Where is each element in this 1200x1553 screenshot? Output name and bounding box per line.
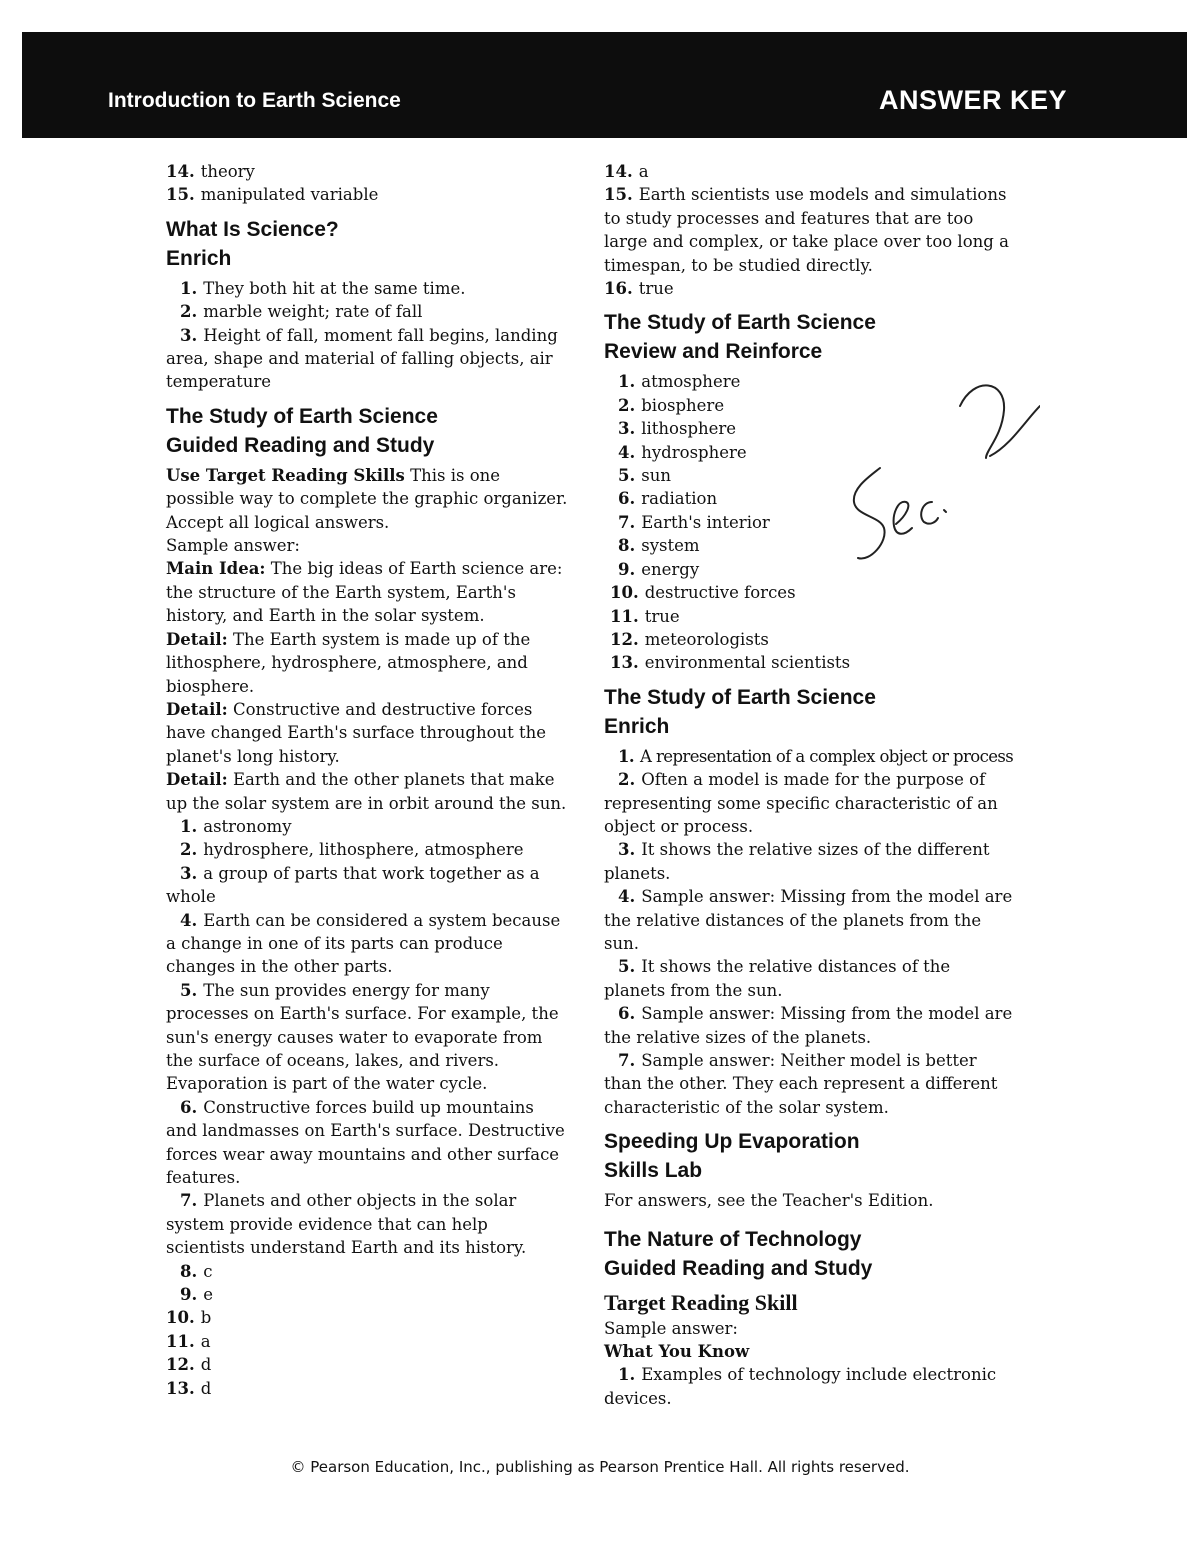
list-item: 9. energy [618, 559, 700, 579]
detail-1: Detail: The Earth system is made up of the lithosphere, hydrosphere, atmosphere, and biosphere. [166, 629, 531, 696]
list-item: 14. a [604, 162, 649, 181]
list-item: 2. marble weight; rate of fall [180, 302, 423, 322]
sample-label: Sample answer: [604, 1318, 738, 1338]
list-item: 8. system [618, 536, 700, 556]
list-item: 15. manipulated variable [166, 185, 379, 205]
list-item: 1. A representation of a complex object or process [618, 746, 1014, 766]
list-item: 3. a group of parts that work together as a whole [166, 863, 540, 907]
list-item: 2. Often a model is made for the purpose of representing some specific characteristic of an object or process. [604, 770, 998, 836]
section-subheading: Enrich [166, 246, 232, 270]
section-subheading: Skills Lab [604, 1159, 703, 1183]
list-item: 6. Sample answer: Missing from the model are the relative sizes of the planets. [604, 1004, 1013, 1047]
main-idea: Main Idea: The big ideas of Earth science are: the structure of the Earth system, Earth's history, and Earth in the solar system. [166, 559, 563, 626]
left-column [166, 160, 568, 1400]
list-item: 5. It shows the relative distances of the planets from the sun. [604, 957, 951, 1000]
list-item: 11. true [610, 606, 680, 626]
lab-note: For answers, see the Teacher's Edition. [604, 1191, 934, 1211]
list-item: 1. Examples of technology include electronic devices. [604, 1365, 997, 1408]
header-title: Introduction to Earth Science [108, 89, 401, 112]
section-heading: The Study of Earth Science [604, 311, 876, 335]
what-you-know-label: What You Know [604, 1342, 750, 1362]
list-item: 5. sun [618, 466, 671, 486]
section-heading: The Nature of Technology [604, 1227, 862, 1251]
section-subheading: Guided Reading and Study [166, 433, 435, 457]
list-item: 3. Height of fall, moment fall begins, landing area, shape and material of falling objects, air temperature [166, 325, 558, 392]
copyright-footer: © Pearson Education, Inc., publishing as Pearson Prentice Hall. All rights reserved. [290, 1458, 910, 1476]
header-bar [22, 32, 1187, 138]
list-item: 7. Sample answer: Neither model is better than the other. They each represent a different characteristic of the solar system. [604, 1051, 998, 1117]
list-item: 3. lithosphere [618, 419, 737, 439]
right-column [604, 160, 1014, 1410]
list-item: 15. Earth scientists use models and simulations to study processes and features that are too large and complex, or take place over too long a timespan, to be studied directly. [604, 185, 1009, 275]
list-item: 6. Constructive forces build up mountains and landmasses on Earth's surface. Destructive forces wear away mountains and other surface features. [166, 1097, 565, 1188]
sample-label: Sample answer: [166, 536, 300, 556]
list-item: 16. true [604, 279, 674, 299]
list-item: 4. hydrosphere [618, 442, 747, 462]
list-item: 13. environmental scientists [610, 653, 851, 673]
intro-paragraph: Use Target Reading Skills This is one possible way to complete the graphic organizer. Accept all logical answers. [166, 465, 568, 532]
list-item: 1. atmosphere [618, 372, 741, 392]
section-heading: The Study of Earth Science [604, 685, 876, 709]
list-item: 7. Planets and other objects in the solar system provide evidence that can help scientists understand Earth and its history. [166, 1191, 527, 1258]
list-item: 11. a [166, 1331, 211, 1351]
list-item: 6. radiation [618, 489, 718, 509]
list-item: 8. c [180, 1261, 213, 1281]
list-item: 10. b [166, 1308, 212, 1328]
list-item: 13. d [166, 1378, 212, 1398]
list-item: 1. They both hit at the same time. [180, 278, 466, 298]
detail-3: Detail: Earth and the other planets that make up the solar system are in orbit around the sun. [166, 770, 567, 813]
list-item: 14. theory [166, 162, 255, 181]
list-item: 3. It shows the relative sizes of the different planets. [604, 840, 990, 883]
target-reading-skill: Target Reading Skill [604, 1289, 798, 1315]
list-item: 9. e [180, 1285, 213, 1305]
handwritten-annotation [840, 376, 1040, 576]
list-item: 12. d [166, 1355, 212, 1375]
answer-key-label: ANSWER KEY [878, 85, 1067, 115]
section-heading: The Study of Earth Science [166, 404, 438, 428]
section-subheading: Guided Reading and Study [604, 1256, 873, 1280]
section-subheading: Review and Reinforce [604, 340, 823, 364]
section-heading: What Is Science? [166, 217, 339, 241]
list-item: 4. Sample answer: Missing from the model are the relative distances of the planets from the sun. [604, 887, 1013, 953]
section-subheading: Enrich [604, 714, 670, 738]
section-heading: Speeding Up Evaporation [604, 1130, 860, 1154]
list-item: 1. astronomy [180, 816, 292, 836]
list-item: 10. destructive forces [610, 583, 796, 603]
list-item: 7. Earth's interior [618, 512, 770, 532]
list-item: 4. Earth can be considered a system because a change in one of its parts can produce changes in the other parts. [166, 910, 561, 977]
list-item: 5. The sun provides energy for many processes on Earth's surface. For example, the sun's energy causes water to evaporate from the surface of oceans, lakes, and rivers. Evaporation is part of the water cycle. [166, 980, 559, 1094]
list-item: 2. hydrosphere, lithosphere, atmosphere [180, 840, 524, 860]
list-item: 2. biosphere [618, 395, 725, 415]
list-item: 12. meteorologists [610, 629, 769, 649]
detail-2: Detail: Constructive and destructive forces have changed Earth's surface throughout the planet's long history. [166, 699, 547, 766]
